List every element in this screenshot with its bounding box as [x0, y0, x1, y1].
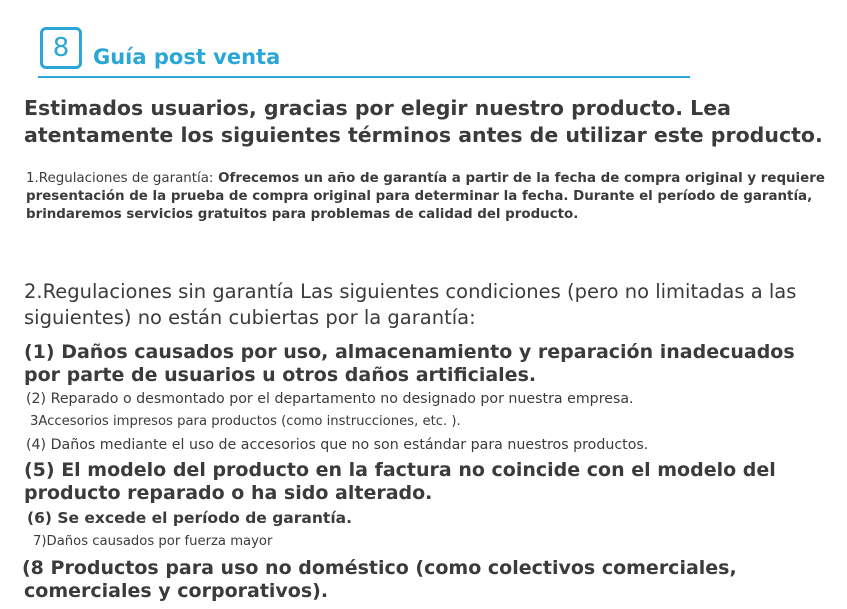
list-item: (6) Se excede el período de garantía.: [27, 509, 352, 527]
list-item: comerciales y corporativos).: [24, 580, 329, 602]
warranty-label: 1.Regulaciones de garantía:: [26, 171, 214, 186]
section-title: Guía post venta: [93, 45, 281, 69]
list-item: producto reparado o ha sido alterado.: [24, 482, 433, 504]
warranty-paragraph: [26, 170, 826, 224]
list-item: (2) Reparado o desmontado por el departamento no designado por nuestra empresa.: [26, 391, 634, 407]
intro-paragraph: Estimados usuarios, gracias por elegir nuestro producto. Lea atentamente los siguientes términos antes de utilizar este producto.: [24, 96, 823, 147]
nonwarranty-heading: 2.Regulaciones sin garantía Las siguientes condiciones (pero no limitadas a las siguientes) no están cubiertas por la garantía:: [24, 280, 797, 329]
list-item: 3Accesorios impresos para productos (como instrucciones, etc. ).: [30, 414, 461, 429]
warranty-text: Ofrecemos un año de garantía a partir de la fecha de compra original y requiere presentación de la prueba de compra original para determinar la fecha. Durante el período de garantía, brindaremos servicios gratuitos para problemas de calidad del producto.: [26, 171, 825, 222]
list-item: (8 Productos para uso no doméstico (como colectivos comerciales,: [22, 557, 737, 579]
section-number-badge: 8: [40, 27, 82, 69]
header-divider: [38, 76, 690, 78]
section-header: [38, 24, 690, 80]
list-item: 7)Daños causados por fuerza mayor: [33, 534, 273, 549]
list-item: por parte de usuarios u otros daños artificiales.: [24, 364, 537, 386]
list-item: (4) Daños mediante el uso de accesorios que no son estándar para nuestros productos.: [26, 437, 649, 453]
list-item: (5) El modelo del producto en la factura no coincide con el modelo del: [24, 459, 776, 481]
list-item: (1) Daños causados por uso, almacenamiento y reparación inadecuados: [24, 341, 795, 363]
